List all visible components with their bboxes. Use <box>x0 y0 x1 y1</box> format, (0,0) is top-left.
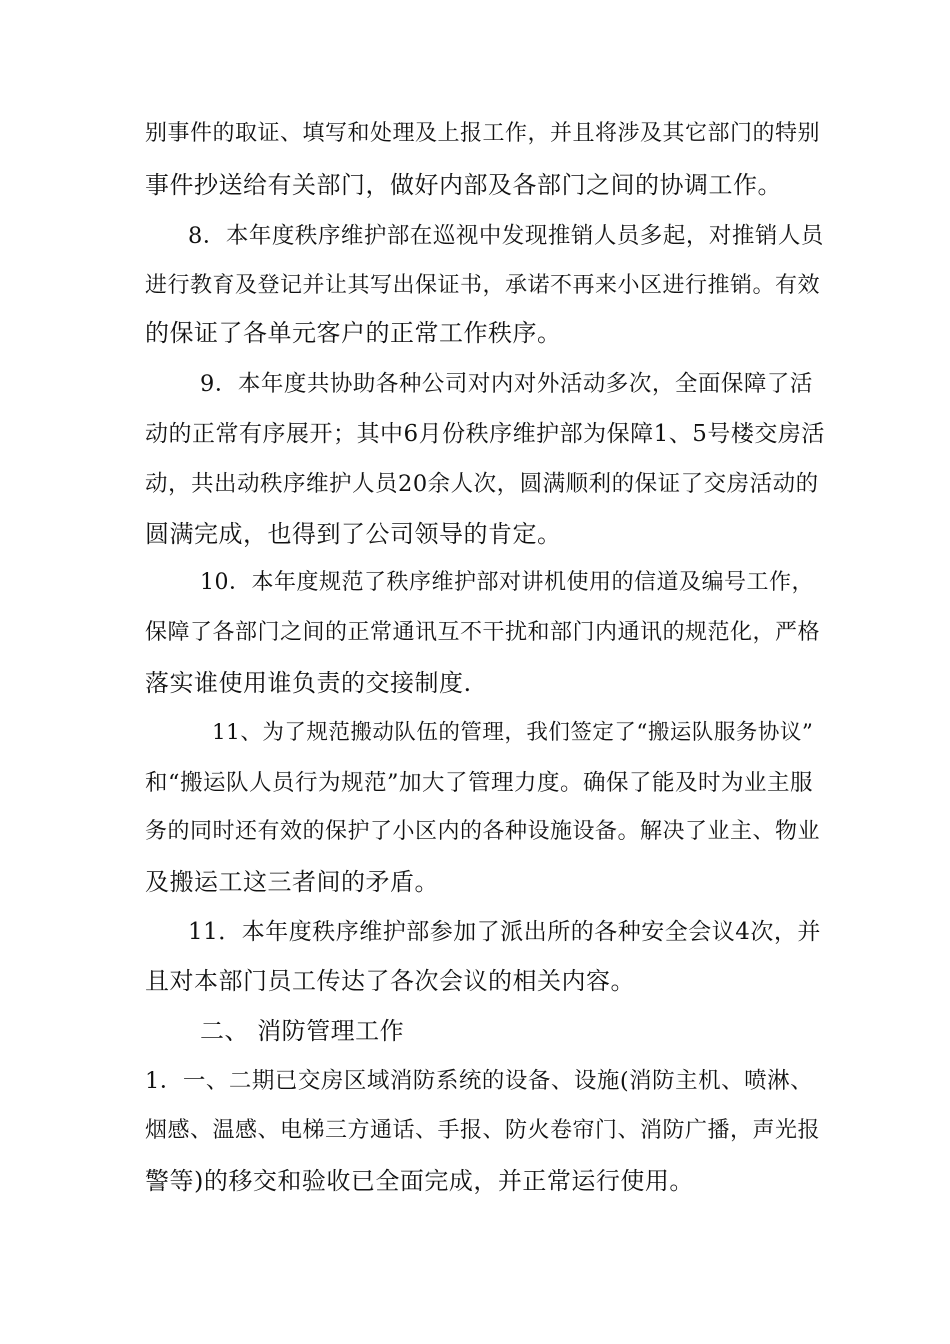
text-line: 落实谁使用谁负责的交接制度. <box>145 669 472 697</box>
text-line: 警等)的移交和验收已全面完成，并正常运行使用。 <box>145 1167 694 1195</box>
text-line: 动，共出动秩序维护人员20余人次，圆满顺利的保证了交房活动的 <box>145 471 819 497</box>
text-line: 动的正常有序展开；其中6月份秩序维护部为保障1、5号楼交房活 <box>145 421 825 447</box>
text-line: 进行教育及登记并让其写出保证书，承诺不再来小区进行推销。有效 <box>145 273 821 298</box>
text-line: 10．本年度规范了秩序维护部对讲机使用的信道及编号工作， <box>200 570 814 595</box>
text-line: 别事件的取证、填写和处理及上报工作，并且将涉及其它部门的特别 <box>145 121 821 146</box>
text-line: 的保证了各单元客户的正常工作秩序。 <box>145 319 562 347</box>
text-line: 8．本年度秩序维护部在巡视中发现推销人员多起，对推销人员 <box>188 223 824 249</box>
text-line: 事件抄送给有关部门，做好内部及各部门之间的协调工作。 <box>145 171 782 199</box>
text-line: 11．本年度秩序维护部参加了派出所的各种安全会议4次，并 <box>188 919 821 945</box>
text-line: 烟感、温感、电梯三方通话、手报、防火卷帘门、消防广播，声光报 <box>145 1118 821 1143</box>
text-line: 保障了各部门之间的正常通讯互不干扰和部门内通讯的规范化，严格 <box>145 620 821 645</box>
text-line: 11、为了规范搬动队伍的管理，我们签定了“搬运队服务协议” <box>212 720 814 745</box>
text-line: 且对本部门员工传达了各次会议的相关内容。 <box>145 967 635 995</box>
text-line: 1．一、二期已交房区域消防系统的设备、设施(消防主机、喷淋、 <box>145 1068 814 1094</box>
text-line: 及搬运工这三者间的矛盾。 <box>145 868 439 896</box>
text-line: 和“搬运队人员行为规范”加大了管理力度。确保了能及时为业主服 <box>145 770 814 796</box>
text-line: 圆满完成，也得到了公司领导的肯定。 <box>145 520 562 548</box>
section-heading: 二、 消防管理工作 <box>200 1017 405 1045</box>
text-line: 9．本年度共协助各种公司对内对外活动多次，全面保障了活 <box>200 371 813 397</box>
text-line: 务的同时还有效的保护了小区内的各种设施设备。解决了业主、物业 <box>145 819 821 844</box>
